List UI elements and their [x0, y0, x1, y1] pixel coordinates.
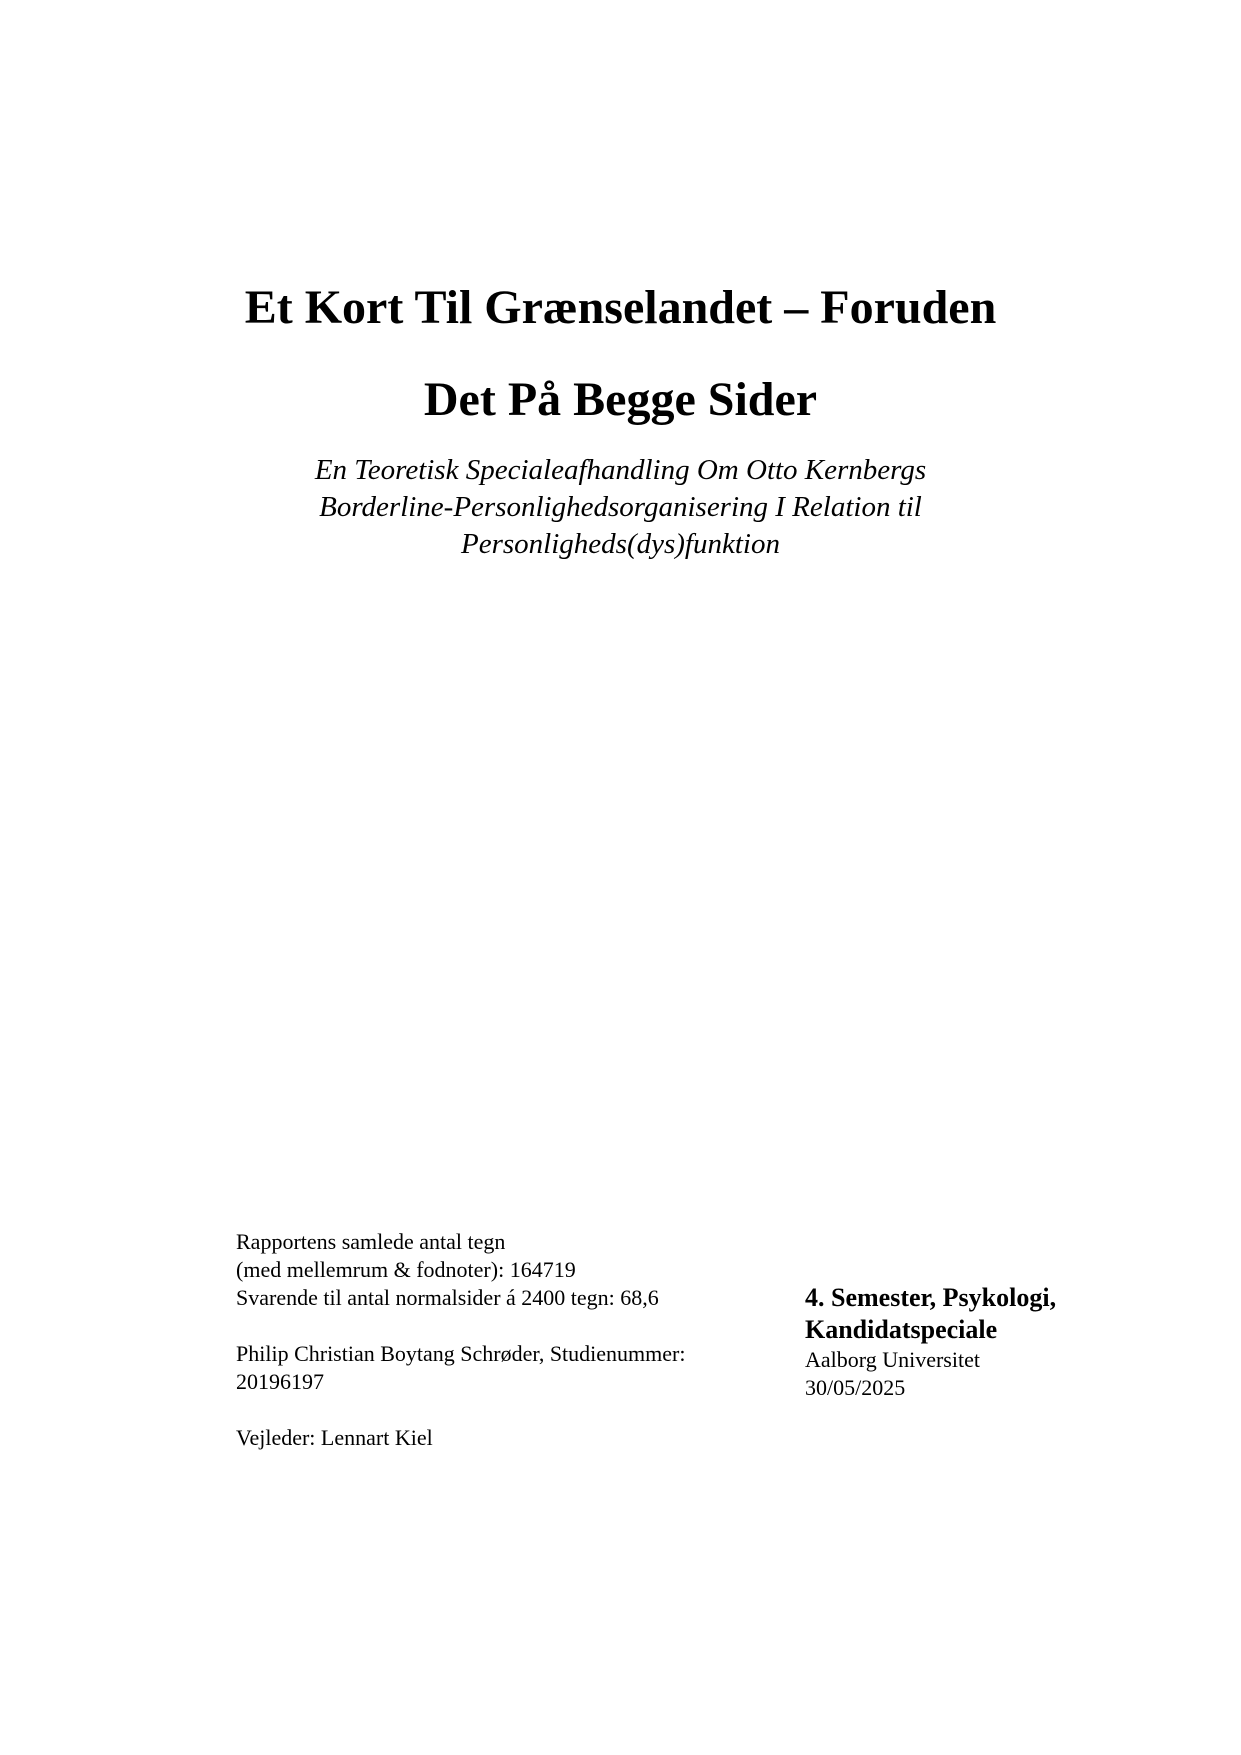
char-count-label: Rapportens samlede antal tegn: [236, 1229, 506, 1254]
subtitle-line-3: Personligheds(dys)funktion: [461, 528, 780, 560]
thesis-type: Kandidatspeciale: [805, 1315, 998, 1344]
document-title-line-2: Det På Begge Sider: [423, 373, 818, 426]
program-info-block: [805, 1282, 1205, 1402]
spacer: [236, 1396, 796, 1424]
semester-program: 4. Semester, Psykologi,: [805, 1283, 1057, 1312]
document-title-line-1: Et Kort Til Grænselandet – Foruden: [244, 281, 997, 334]
submission-date: 30/05/2025: [805, 1375, 906, 1400]
subtitle-block: [0, 452, 1241, 563]
report-info-block: [236, 1228, 796, 1452]
char-count-detail: (med mellemrum & fodnoter): 164719: [236, 1257, 576, 1282]
author-name: Philip Christian Boytang Schrøder, Studienummer:: [236, 1341, 686, 1366]
normal-pages-count: Svarende til antal normalsider á 2400 tegn: 68,6: [236, 1285, 659, 1310]
supervisor: Vejleder: Lennart Kiel: [236, 1425, 433, 1450]
title-block: [0, 262, 1241, 446]
spacer: [236, 1312, 796, 1340]
student-number: 20196197: [236, 1369, 324, 1394]
subtitle-line-2: Borderline-Personlighedsorganisering I Relation til: [319, 491, 922, 523]
university-name: Aalborg Universitet: [805, 1347, 980, 1372]
subtitle-line-1: En Teoretisk Specialeafhandling Om Otto Kernbergs: [314, 454, 927, 486]
